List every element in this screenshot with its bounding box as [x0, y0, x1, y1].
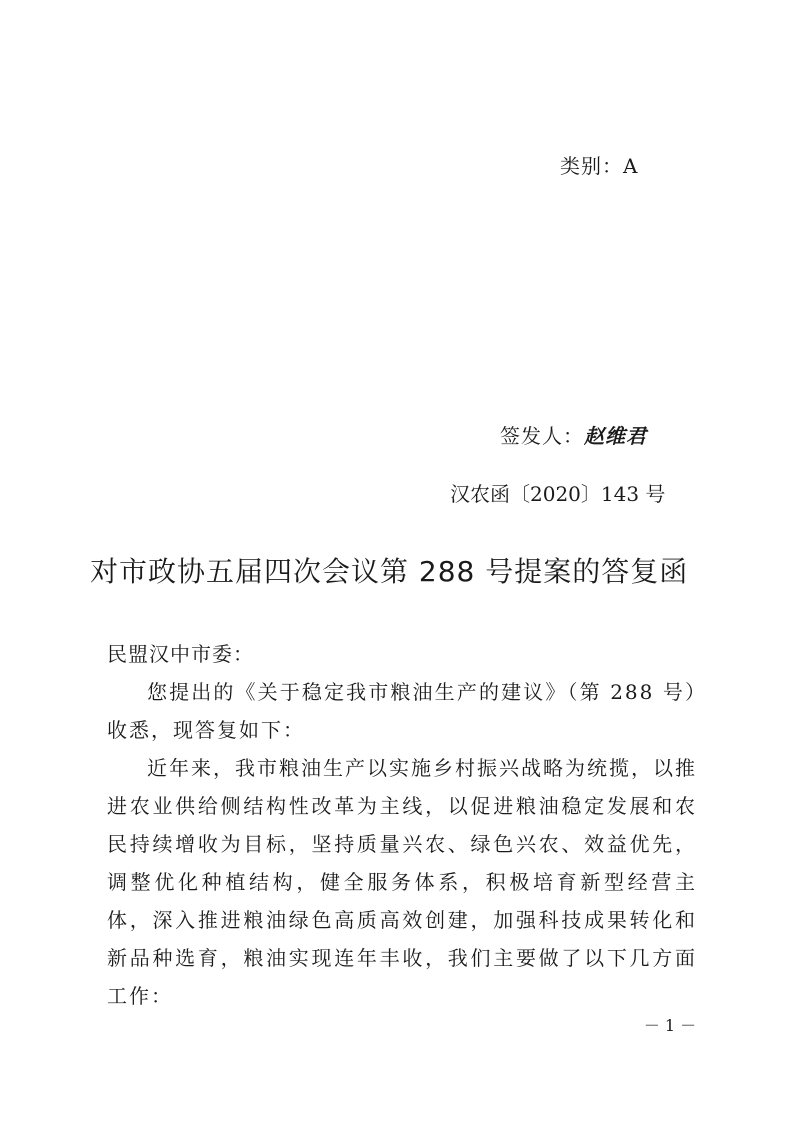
- signer-label: 签发人：: [500, 424, 584, 448]
- document-title: 对市政协五届四次会议第 288 号提案的答复函: [90, 555, 689, 588]
- body-paragraph: 近年来，我市粮油生产以实施乡村振兴战略为统揽，以推进农业供给侧结构性改革为主线，以促进粮油稳定发展和农民持续增收为目标，坚持质量兴农、绿色兴农、效益优先，调整优化种植结构，健全服务体系，积极培育新型经营主体，深入推进粮油绿色高质高效创建，加强科技成果转化和新品种选育，粮油实现连年丰收，我们主要做了以下几方面工作：: [107, 756, 697, 1008]
- salutation: 民盟汉中市委：: [107, 642, 254, 666]
- document-body: [107, 635, 697, 1015]
- body-paragraph: 您提出的《关于稳定我市粮油生产的建议》（第 288 号）收悉，现答复如下：: [107, 680, 697, 742]
- signer-name: 赵维君: [584, 424, 647, 448]
- signer-line: [500, 420, 700, 449]
- category-label: 类别：A: [560, 154, 639, 178]
- page-number: － 1 －: [643, 1016, 697, 1035]
- document-number: 汉农函〔2020〕143 号: [450, 482, 666, 506]
